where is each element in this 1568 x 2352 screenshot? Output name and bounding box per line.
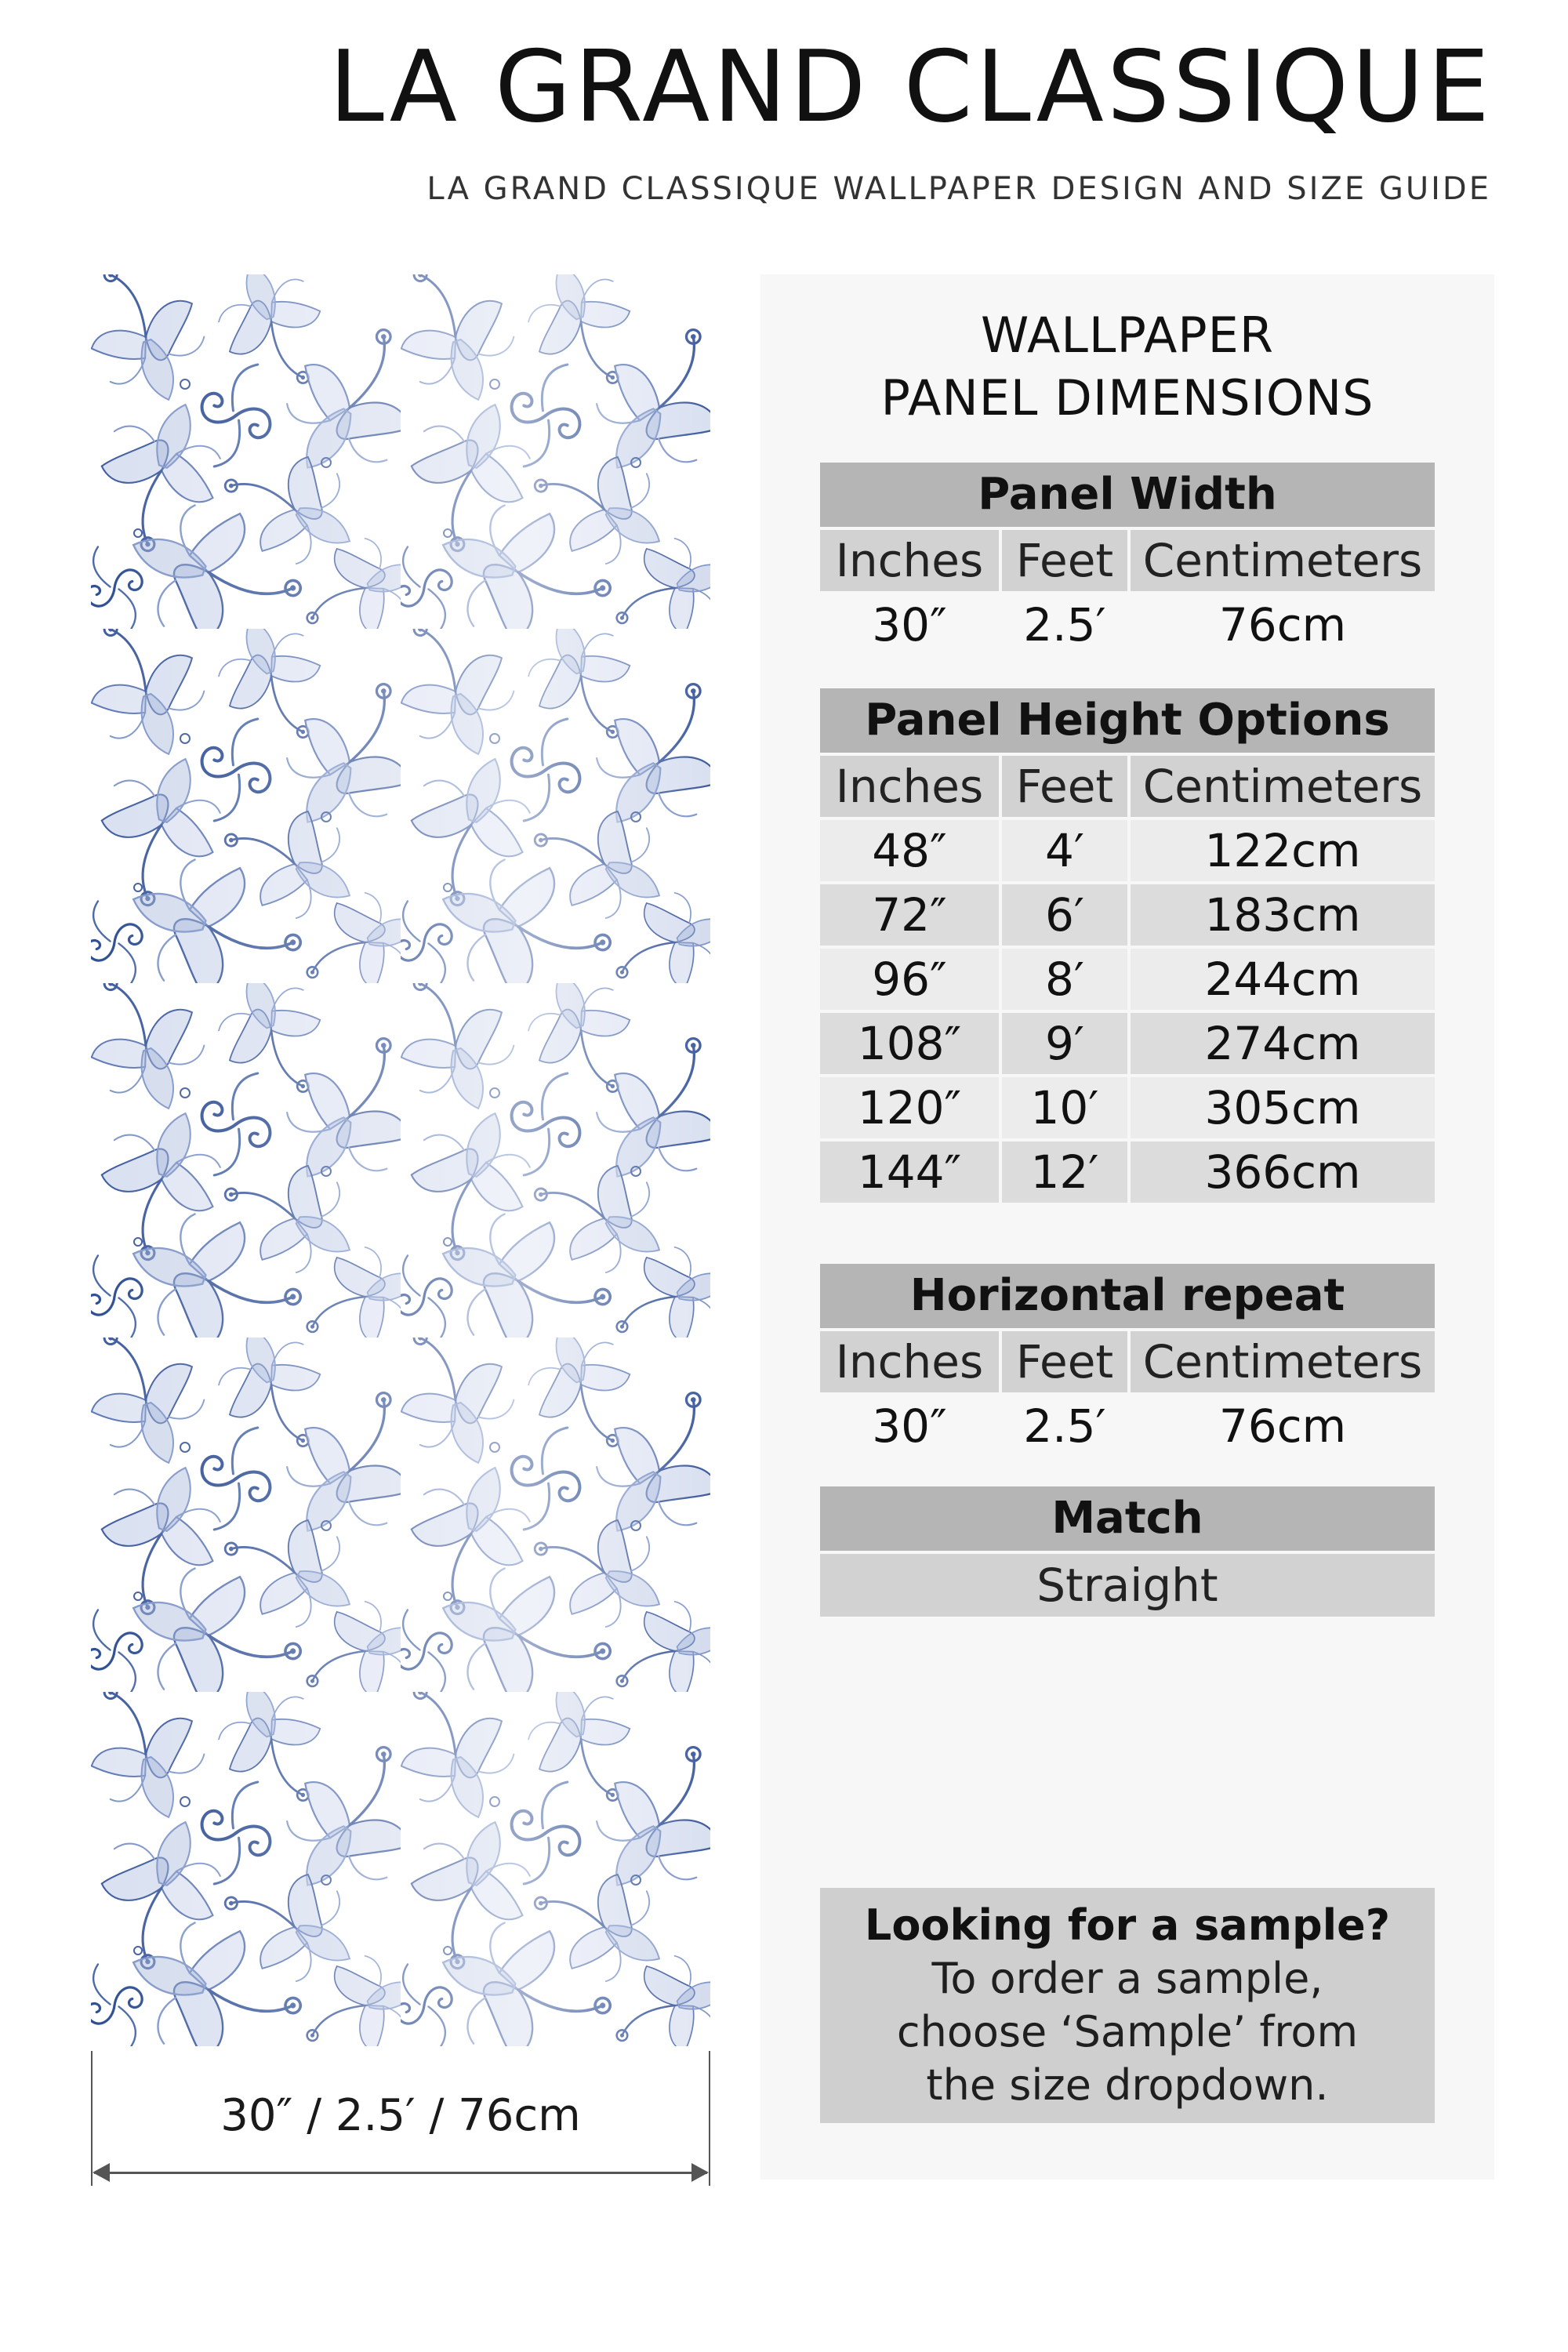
value-feet: 4′ (1002, 820, 1127, 881)
width-measure-arrow (94, 2172, 707, 2174)
value-centimeters: 76cm (1218, 598, 1347, 652)
value-centimeters: 76cm (1218, 1399, 1347, 1453)
panel-height-column-headers (820, 756, 1435, 817)
value-centimeters: 366cm (1131, 1142, 1435, 1203)
arrow-left-icon (93, 2163, 110, 2182)
value-feet: 12′ (1002, 1142, 1127, 1203)
value-feet: 2.5′ (1023, 1399, 1106, 1453)
value-centimeters: 274cm (1131, 1013, 1435, 1074)
column-header-inches: Inches (820, 530, 999, 591)
panel-width-section (820, 463, 1435, 655)
horizontal-repeat-section (820, 1264, 1435, 1457)
height-row-96 (820, 949, 1435, 1010)
match-section (820, 1486, 1435, 1617)
wallpaper-preview-image (91, 274, 710, 2046)
panel-width-column-headers (820, 530, 1435, 591)
column-header-centimeters: Centimeters (1131, 530, 1435, 591)
value-feet: 10′ (1002, 1077, 1127, 1138)
horizontal-repeat-title: Horizontal repeat (820, 1264, 1435, 1328)
value-inches: 72″ (820, 884, 999, 946)
value-inches: 30″ (872, 1399, 947, 1453)
panel-width-row (820, 594, 1435, 655)
column-header-inches: Inches (820, 1331, 999, 1392)
brand-title: LA GRAND CLASSIQUE (328, 29, 1493, 144)
column-header-feet: Feet (1002, 756, 1127, 817)
sample-title: Looking for a sample? (864, 1900, 1391, 1950)
brand-subtitle: LA GRAND CLASSIQUE WALLPAPER DESIGN AND SIZE GUIDE (426, 171, 1491, 207)
panel-heading-line1: WALLPAPER (981, 307, 1274, 364)
value-inches: 48″ (820, 820, 999, 881)
value-inches: 30″ (872, 598, 947, 652)
damask-pattern-image (91, 274, 710, 2046)
sample-callout (820, 1888, 1435, 2123)
match-value: Straight (820, 1554, 1435, 1617)
value-centimeters: 183cm (1131, 884, 1435, 946)
column-header-feet: Feet (1002, 1331, 1127, 1392)
height-row-48 (820, 820, 1435, 881)
panel-width-label: 30″ / 2.5′ / 76cm (220, 2090, 581, 2141)
height-row-72 (820, 884, 1435, 946)
horizontal-repeat-column-headers (820, 1331, 1435, 1392)
height-row-120 (820, 1077, 1435, 1138)
arrow-right-icon (691, 2163, 709, 2182)
height-row-144 (820, 1142, 1435, 1203)
column-header-centimeters: Centimeters (1131, 756, 1435, 817)
panel-heading-line2: PANEL DIMENSIONS (880, 369, 1374, 426)
value-feet: 2.5′ (1023, 598, 1106, 652)
column-header-centimeters: Centimeters (1131, 1331, 1435, 1392)
column-header-feet: Feet (1002, 530, 1127, 591)
value-centimeters: 244cm (1131, 949, 1435, 1010)
panel-height-section (820, 688, 1435, 1203)
value-inches: 96″ (820, 949, 999, 1010)
value-centimeters: 305cm (1131, 1077, 1435, 1138)
sample-instructions: To order a sample, choose ‘Sample’ from the size dropdown. (896, 1954, 1359, 2110)
value-feet: 6′ (1002, 884, 1127, 946)
value-inches: 144″ (820, 1142, 999, 1203)
value-inches: 120″ (820, 1077, 999, 1138)
panel-height-title: Panel Height Options (820, 688, 1435, 753)
horizontal-repeat-row (820, 1396, 1435, 1457)
value-inches: 108″ (820, 1013, 999, 1074)
match-title: Match (820, 1486, 1435, 1551)
column-header-inches: Inches (820, 756, 999, 817)
panel-width-title: Panel Width (820, 463, 1435, 527)
dimensions-panel (760, 274, 1494, 2180)
value-feet: 8′ (1002, 949, 1127, 1010)
height-row-108 (820, 1013, 1435, 1074)
value-feet: 9′ (1002, 1013, 1127, 1074)
value-centimeters: 122cm (1131, 820, 1435, 881)
panel-heading (760, 304, 1494, 430)
